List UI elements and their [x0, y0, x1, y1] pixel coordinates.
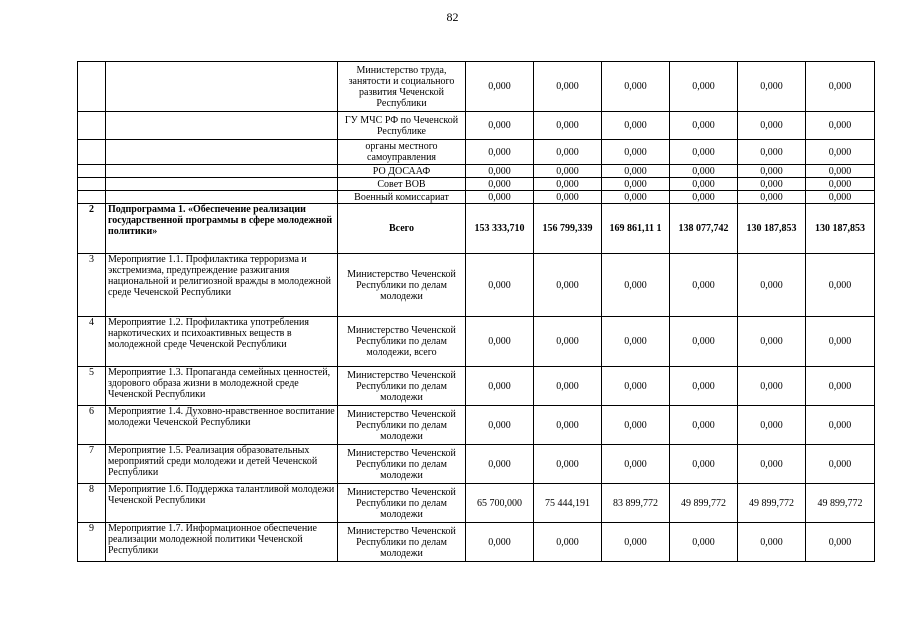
value-cell: 0,000: [806, 112, 875, 140]
row-number-cell: [78, 112, 106, 140]
table-row: [78, 165, 875, 178]
value-cell: 0,000: [466, 62, 534, 112]
value-cell: 0,000: [670, 367, 738, 406]
value-cell: 0,000: [738, 406, 806, 445]
row-number-cell: 9: [78, 523, 106, 562]
executor-cell: Всего: [338, 204, 466, 254]
value-cell: 0,000: [602, 191, 670, 204]
activity-name-cell: Мероприятие 1.1. Профилактика терроризма и экстремизма, предупреждение разжигания национальной и религиозной вражды в молодежной среде Чеченской Республики: [106, 254, 338, 317]
table-row: [78, 140, 875, 165]
row-number-cell: 4: [78, 317, 106, 367]
value-cell: 0,000: [534, 445, 602, 484]
value-cell: 130 187,853: [806, 204, 875, 254]
value-cell: 0,000: [806, 165, 875, 178]
value-cell: 0,000: [534, 406, 602, 445]
table-body: [78, 62, 875, 562]
executor-cell: Военный комиссариат: [338, 191, 466, 204]
value-cell: 0,000: [534, 165, 602, 178]
value-cell: 0,000: [806, 367, 875, 406]
value-cell: 130 187,853: [738, 204, 806, 254]
row-number-cell: [78, 165, 106, 178]
value-cell: 0,000: [534, 523, 602, 562]
value-cell: 83 899,772: [602, 484, 670, 523]
activity-name-cell: [106, 191, 338, 204]
value-cell: 0,000: [738, 112, 806, 140]
table-row: [78, 191, 875, 204]
table-row: [78, 254, 875, 317]
table-row: [78, 445, 875, 484]
value-cell: 169 861,11 1: [602, 204, 670, 254]
value-cell: 0,000: [738, 178, 806, 191]
executor-cell: Министерство Чеченской Республики по делам молодежи: [338, 367, 466, 406]
value-cell: 0,000: [670, 317, 738, 367]
value-cell: 0,000: [534, 140, 602, 165]
row-number-cell: 3: [78, 254, 106, 317]
value-cell: 49 899,772: [738, 484, 806, 523]
activity-name-cell: [106, 178, 338, 191]
row-number-cell: 8: [78, 484, 106, 523]
executor-cell: РО ДОСААФ: [338, 165, 466, 178]
executor-cell: органы местного самоуправления: [338, 140, 466, 165]
executor-cell: Министерство Чеченской Республики по делам молодежи: [338, 445, 466, 484]
value-cell: 0,000: [806, 406, 875, 445]
executor-cell: Министерство Чеченской Республики по делам молодежи: [338, 523, 466, 562]
page-number: 82: [446, 10, 459, 24]
value-cell: 0,000: [466, 140, 534, 165]
value-cell: 156 799,339: [534, 204, 602, 254]
value-cell: 0,000: [738, 140, 806, 165]
activity-name-cell: [106, 140, 338, 165]
executor-cell: ГУ МЧС РФ по Чеченской Республике: [338, 112, 466, 140]
table-row: [78, 523, 875, 562]
value-cell: 0,000: [534, 178, 602, 191]
activity-name-cell: Мероприятие 1.6. Поддержка талантливой молодежи Чеченской Республики: [106, 484, 338, 523]
value-cell: 0,000: [466, 523, 534, 562]
value-cell: 0,000: [738, 62, 806, 112]
row-number-cell: 6: [78, 406, 106, 445]
budget-table-wrapper: [77, 61, 875, 562]
value-cell: 0,000: [534, 62, 602, 112]
value-cell: 0,000: [466, 367, 534, 406]
value-cell: 65 700,000: [466, 484, 534, 523]
value-cell: 0,000: [534, 367, 602, 406]
value-cell: 0,000: [738, 254, 806, 317]
value-cell: 0,000: [602, 62, 670, 112]
value-cell: 0,000: [806, 317, 875, 367]
activity-name-cell: [106, 165, 338, 178]
activity-name-cell: [106, 112, 338, 140]
value-cell: 0,000: [670, 112, 738, 140]
executor-cell: Министерство труда, занятости и социального развития Чеченской Республики: [338, 62, 466, 112]
value-cell: 0,000: [806, 178, 875, 191]
value-cell: 0,000: [602, 140, 670, 165]
value-cell: 0,000: [806, 140, 875, 165]
value-cell: 0,000: [602, 112, 670, 140]
value-cell: 0,000: [602, 178, 670, 191]
value-cell: 0,000: [806, 254, 875, 317]
row-number-cell: 5: [78, 367, 106, 406]
value-cell: 0,000: [466, 178, 534, 191]
value-cell: 0,000: [466, 445, 534, 484]
table-row: [78, 317, 875, 367]
value-cell: 0,000: [738, 317, 806, 367]
value-cell: 0,000: [670, 62, 738, 112]
row-number-cell: [78, 62, 106, 112]
value-cell: 0,000: [602, 523, 670, 562]
row-number-cell: [78, 140, 106, 165]
value-cell: 0,000: [738, 445, 806, 484]
value-cell: 0,000: [670, 406, 738, 445]
value-cell: 153 333,710: [466, 204, 534, 254]
table-row: [78, 112, 875, 140]
value-cell: 0,000: [738, 523, 806, 562]
value-cell: 49 899,772: [670, 484, 738, 523]
value-cell: 0,000: [738, 165, 806, 178]
executor-cell: Министерство Чеченской Республики по делам молодежи: [338, 484, 466, 523]
value-cell: 0,000: [466, 254, 534, 317]
value-cell: 0,000: [466, 165, 534, 178]
value-cell: 0,000: [602, 317, 670, 367]
value-cell: 0,000: [534, 191, 602, 204]
value-cell: 0,000: [534, 317, 602, 367]
executor-cell: Совет ВОВ: [338, 178, 466, 191]
budget-table: [77, 61, 875, 562]
value-cell: 0,000: [602, 367, 670, 406]
row-number-cell: 2: [78, 204, 106, 254]
value-cell: 49 899,772: [806, 484, 875, 523]
value-cell: 0,000: [670, 178, 738, 191]
value-cell: 0,000: [602, 254, 670, 317]
table-row: [78, 406, 875, 445]
executor-cell: Министерство Чеченской Республики по делам молодежи: [338, 406, 466, 445]
row-number-cell: 7: [78, 445, 106, 484]
row-number-cell: [78, 191, 106, 204]
value-cell: 0,000: [806, 62, 875, 112]
value-cell: 0,000: [670, 523, 738, 562]
value-cell: 0,000: [670, 165, 738, 178]
activity-name-cell: Мероприятие 1.3. Пропаганда семейных ценностей, здорового образа жизни в молодежной среде Чеченской Республики: [106, 367, 338, 406]
value-cell: 0,000: [670, 140, 738, 165]
activity-name-cell: [106, 62, 338, 112]
executor-cell: Министерство Чеченской Республики по делам молодежи: [338, 254, 466, 317]
table-row: [78, 367, 875, 406]
value-cell: 75 444,191: [534, 484, 602, 523]
row-number-cell: [78, 178, 106, 191]
activity-name-cell: Мероприятие 1.5. Реализация образовательных мероприятий среди молодежи и детей Чеченской Республики: [106, 445, 338, 484]
activity-name-cell: Подпрограмма 1. «Обеспечение реализации государственной программы в сфере молодежной политики»: [106, 204, 338, 254]
value-cell: 0,000: [466, 112, 534, 140]
value-cell: 0,000: [534, 254, 602, 317]
value-cell: 0,000: [466, 191, 534, 204]
value-cell: 0,000: [466, 317, 534, 367]
value-cell: 0,000: [602, 165, 670, 178]
value-cell: 138 077,742: [670, 204, 738, 254]
value-cell: 0,000: [670, 191, 738, 204]
value-cell: 0,000: [806, 523, 875, 562]
value-cell: 0,000: [738, 191, 806, 204]
executor-cell: Министерство Чеченской Республики по делам молодежи, всего: [338, 317, 466, 367]
value-cell: 0,000: [670, 254, 738, 317]
value-cell: 0,000: [466, 406, 534, 445]
value-cell: 0,000: [602, 406, 670, 445]
value-cell: 0,000: [670, 445, 738, 484]
value-cell: 0,000: [806, 191, 875, 204]
value-cell: 0,000: [806, 445, 875, 484]
value-cell: 0,000: [602, 445, 670, 484]
activity-name-cell: Мероприятие 1.7. Информационное обеспечение реализации молодежной политики Чеченской Республики: [106, 523, 338, 562]
value-cell: 0,000: [534, 112, 602, 140]
table-row: [78, 178, 875, 191]
activity-name-cell: Мероприятие 1.2. Профилактика употребления наркотических и психоактивных веществ в молодежной среде Чеченской Республики: [106, 317, 338, 367]
table-row: [78, 62, 875, 112]
value-cell: 0,000: [738, 367, 806, 406]
table-row: [78, 484, 875, 523]
table-row: [78, 204, 875, 254]
activity-name-cell: Мероприятие 1.4. Духовно-нравственное воспитание молодежи Чеченской Республики: [106, 406, 338, 445]
